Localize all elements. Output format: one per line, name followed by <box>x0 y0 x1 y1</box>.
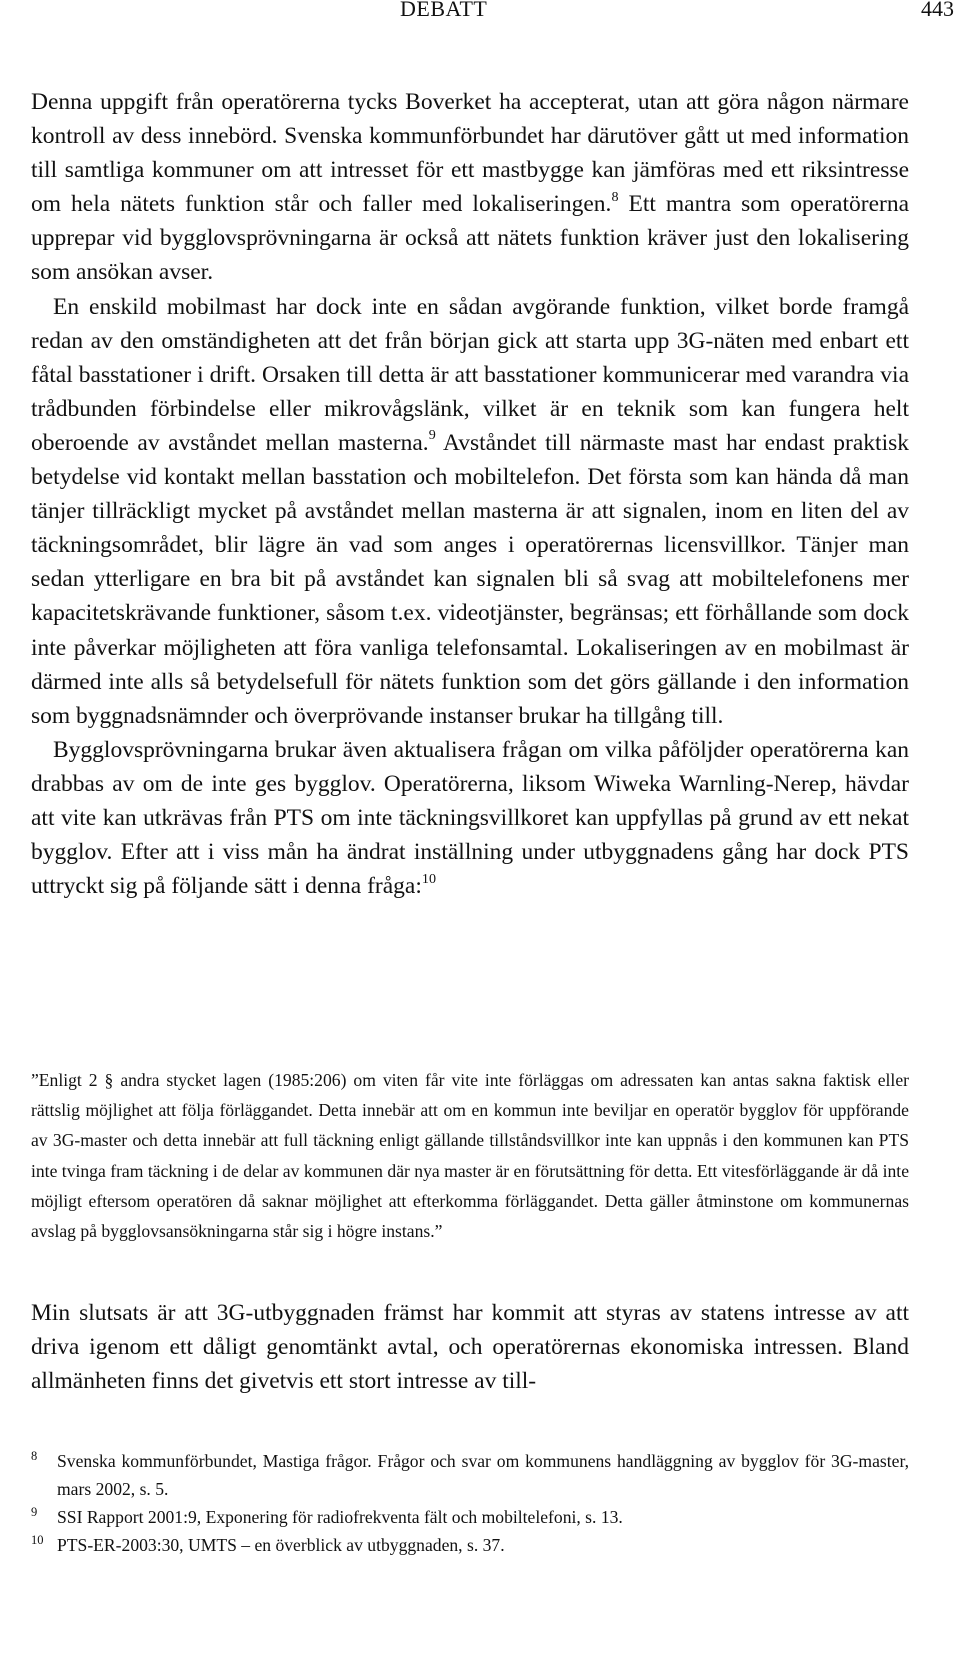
page-number: 443 <box>921 0 954 21</box>
footnote-9 <box>31 1503 909 1531</box>
footnote-10 <box>31 1531 909 1559</box>
paragraph-1-text-cont: Ett mantra som operatörerna upprepar vid bygglovsprövningarna är också att nätets funktion kräver just den lokalisering som ansökan avser. <box>31 191 910 286</box>
paragraph-1 <box>31 85 909 290</box>
footnote-number: 8 <box>31 1449 38 1463</box>
paragraph-3 <box>31 733 909 903</box>
footnote-ref-8: 8 <box>611 188 619 205</box>
footnote-ref-9: 9 <box>428 427 436 444</box>
page-header <box>0 0 960 30</box>
paragraph-2 <box>31 290 909 733</box>
paragraph-3-text: Bygglovsprövningarna brukar även aktualisera frågan om vilka påföljder operatörerna kan drabbas av om de inte ges bygglov. Operatörerna, liksom Wiweka Warnling-Nerep, hävdar att vite kan utkrävas från PTS om inte täckningsvillkoret kan uppfyllas på grund av ett nekat bygglov. Efter att i viss mån ha ändrat inställning under utbyggnadens gång har dock PTS uttryckt sig på följande sätt i denna fråga: <box>31 736 909 900</box>
quote-text: ”Enligt 2 § andra stycket lagen (1985:206) om viten får vite inte förläggas om adressaten kan antas sakna faktisk eller rättslig möjlighet att följa förläggandet. Detta innebär att om en kommun inte beviljar en operatör bygglov för uppförande av 3G-master och detta innebär att full täckning enligt gällande tillståndsvillkor inte kan uppnås i den kommunen kan PTS inte tvinga fram täckning i de delar av kommunen där nya master är en förutsättning för detta. Ett vitesförläggande är då inte möjligt eftersom operatören då saknar möjlighet att efterkomma förläggandet. Detta gäller åtminstone om kommunernas avslag på bygglovsansökningarna står sig i högre instans.” <box>31 1070 909 1242</box>
closing-text: Min slutsats är att 3G-utbyggnaden främst har kommit att styras av statens intresse av att driva igenom ett dåligt genomtänkt avtal, och operatörernas ekonomiska intressen. Bland allmänheten finns det givetvis ett stort intresse av till- <box>31 1300 909 1395</box>
footnote-ref-10: 10 <box>421 870 436 887</box>
footnote-number: 9 <box>31 1505 38 1519</box>
footnote-number: 10 <box>31 1533 44 1547</box>
footnote-text: PTS-ER-2003:30, UMTS – en överblick av utbyggnaden, s. 37. <box>57 1535 505 1555</box>
closing-paragraph <box>31 1296 909 1398</box>
body-text <box>31 85 909 903</box>
footnotes <box>31 1447 909 1559</box>
footnote-text: Svenska kommunförbundet, Mastiga frågor. Frågor och svar om kommunens handläggning av bygglov för 3G-master, mars 2002, s. 5. <box>57 1451 909 1499</box>
footnote-text: SSI Rapport 2001:9, Exponering för radiofrekventa fält och mobiltelefoni, s. 13. <box>57 1507 623 1527</box>
paragraph-2-text-cont: Avståndet till närmaste mast har endast praktisk betydelse vid kontakt mellan basstation och mobiltelefon. Det första som kan hända då man tänjer tillräckligt mycket på avståndet mellan masterna är att signalen, inom en liten del av täckningsområdet, blir lägre än vad som anges i operatörernas licensvillkor. Tänjer man sedan ytterligare en bra bit på avståndet kan signalen bli så svag att mobiltelefonens mer kapacitetskrävande funktioner, såsom t.ex. videotjänster, begränsas; ett förhållande som dock inte påverkar möjligheten att föra vanliga telefonsamtal. Lokaliseringen av en mobilmast är därmed inte alls så betydelsefull för nätets funktion som det görs gällande i den information som byggnadsnämnder och överprövande instanser brukar ha tillgång till. <box>31 429 909 729</box>
running-head: DEBATT <box>400 0 488 21</box>
paragraph-2-text: En enskild mobilmast har dock inte en sådan avgörande funktion, vilket borde framgå redan av den omständigheten att det från början gick att starta upp 3G-näten med enbart ett fåtal basstationer i drift. Orsaken till detta är att basstationer kommunicerar med varandra via trådbunden förbindelse eller mikrovågslänk, vilket är en teknik som kan fungera helt oberoende av avståndet mellan masterna. <box>31 293 909 456</box>
block-quote <box>31 1065 909 1246</box>
paragraph-1-text: Denna uppgift från operatörerna tycks Boverket ha accepterat, utan att göra någon närmare kontroll av dess innebörd. Svenska kommunförbundet har därutöver gått ut med information till samtliga kommuner om att intresset för ett mastbygge kan jämföras med ett riksintresse om hela nätets funktion står och faller med lokaliseringen. <box>31 89 909 218</box>
footnote-8 <box>31 1447 909 1503</box>
